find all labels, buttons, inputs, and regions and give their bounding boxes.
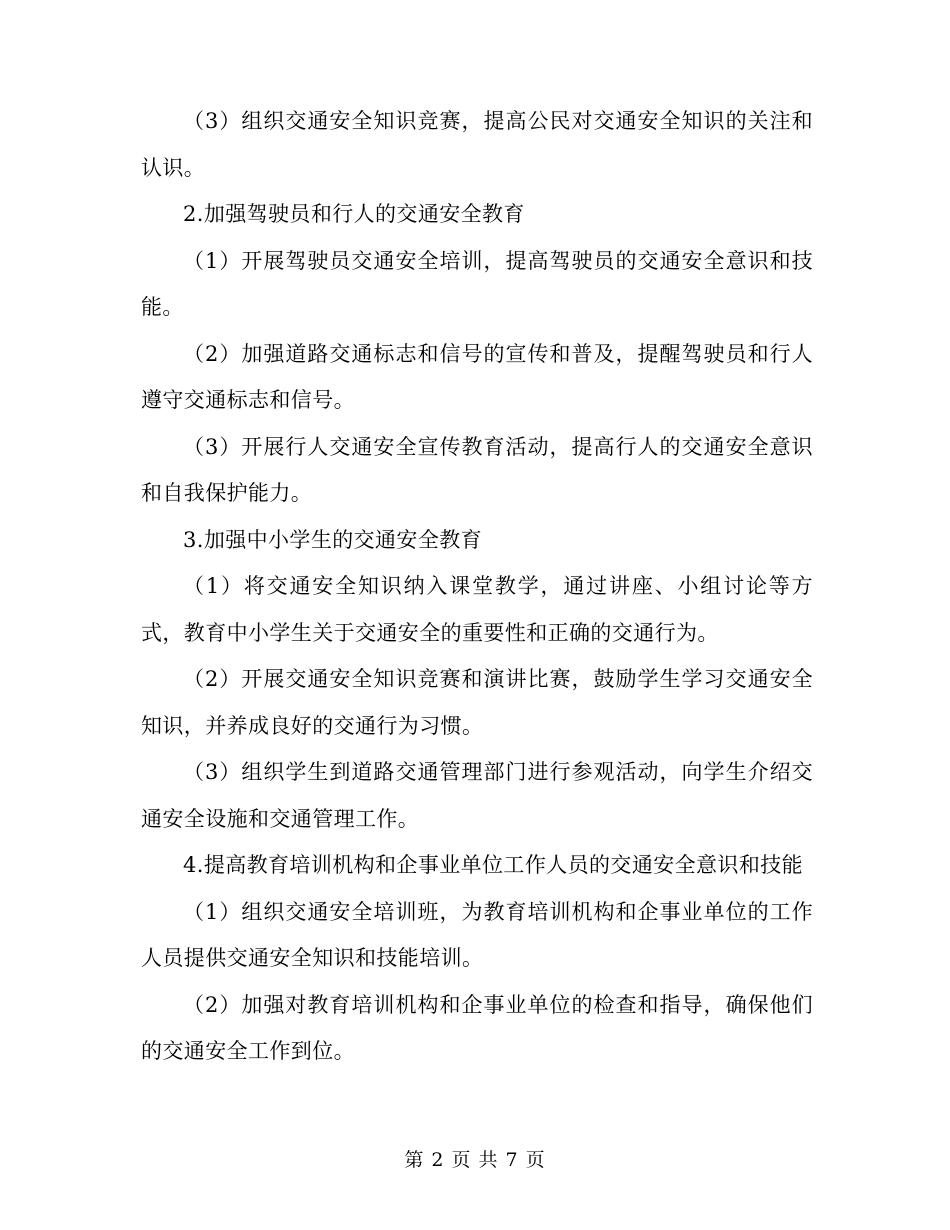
page-number-label: 第 2 页 共 7 页 [404,1149,546,1171]
paragraph-item-3-pedestrian: （3）开展行人交通安全宣传教育活动，提高行人的交通安全意识和自我保护能力。 [141,434,813,505]
paragraph-item-1-driver-training: （1）开展驾驶员交通安全培训，提高驾驶员的交通安全意识和技能。 [141,248,813,319]
page-footer [0,1146,950,1174]
paragraph-item-1-training-class: （1）组织交通安全培训班，为教育培训机构和企事业单位的工作人员提供交通安全知识和技能培训。 [141,899,813,970]
paragraph-item-3-contest: （3）组织交通安全知识竞赛，提高公民对交通安全知识的关注和认识。 [141,109,813,180]
paragraph-item-2-student-contest: （2）开展交通安全知识竞赛和演讲比赛，鼓励学生学习交通安全知识，并养成良好的交通行为习惯。 [141,667,813,738]
paragraph-item-1-classroom: （1）将交通安全知识纳入课堂教学，通过讲座、小组讨论等方式，教育中小学生关于交通安全的重要性和正确的交通行为。 [141,574,813,645]
paragraph-item-3-visit: （3）组织学生到道路交通管理部门进行参观活动，向学生介绍交通安全设施和交通管理工作。 [141,760,813,831]
section-heading-4: 4.提高教育培训机构和企事业单位工作人员的交通安全意识和技能 [183,853,804,877]
document-body [141,98,813,1075]
paragraph-item-2-signs-signals: （2）加强道路交通标志和信号的宣传和普及，提醒驾驶员和行人遵守交通标志和信号。 [141,341,813,412]
section-heading-3: 3.加强中小学生的交通安全教育 [183,527,483,552]
paragraph-item-2-inspection: （2）加强对教育培训机构和企事业单位的检查和指导，确保他们的交通安全工作到位。 [141,992,813,1063]
section-heading-2: 2.加强驾驶员和行人的交通安全教育 [183,202,525,226]
